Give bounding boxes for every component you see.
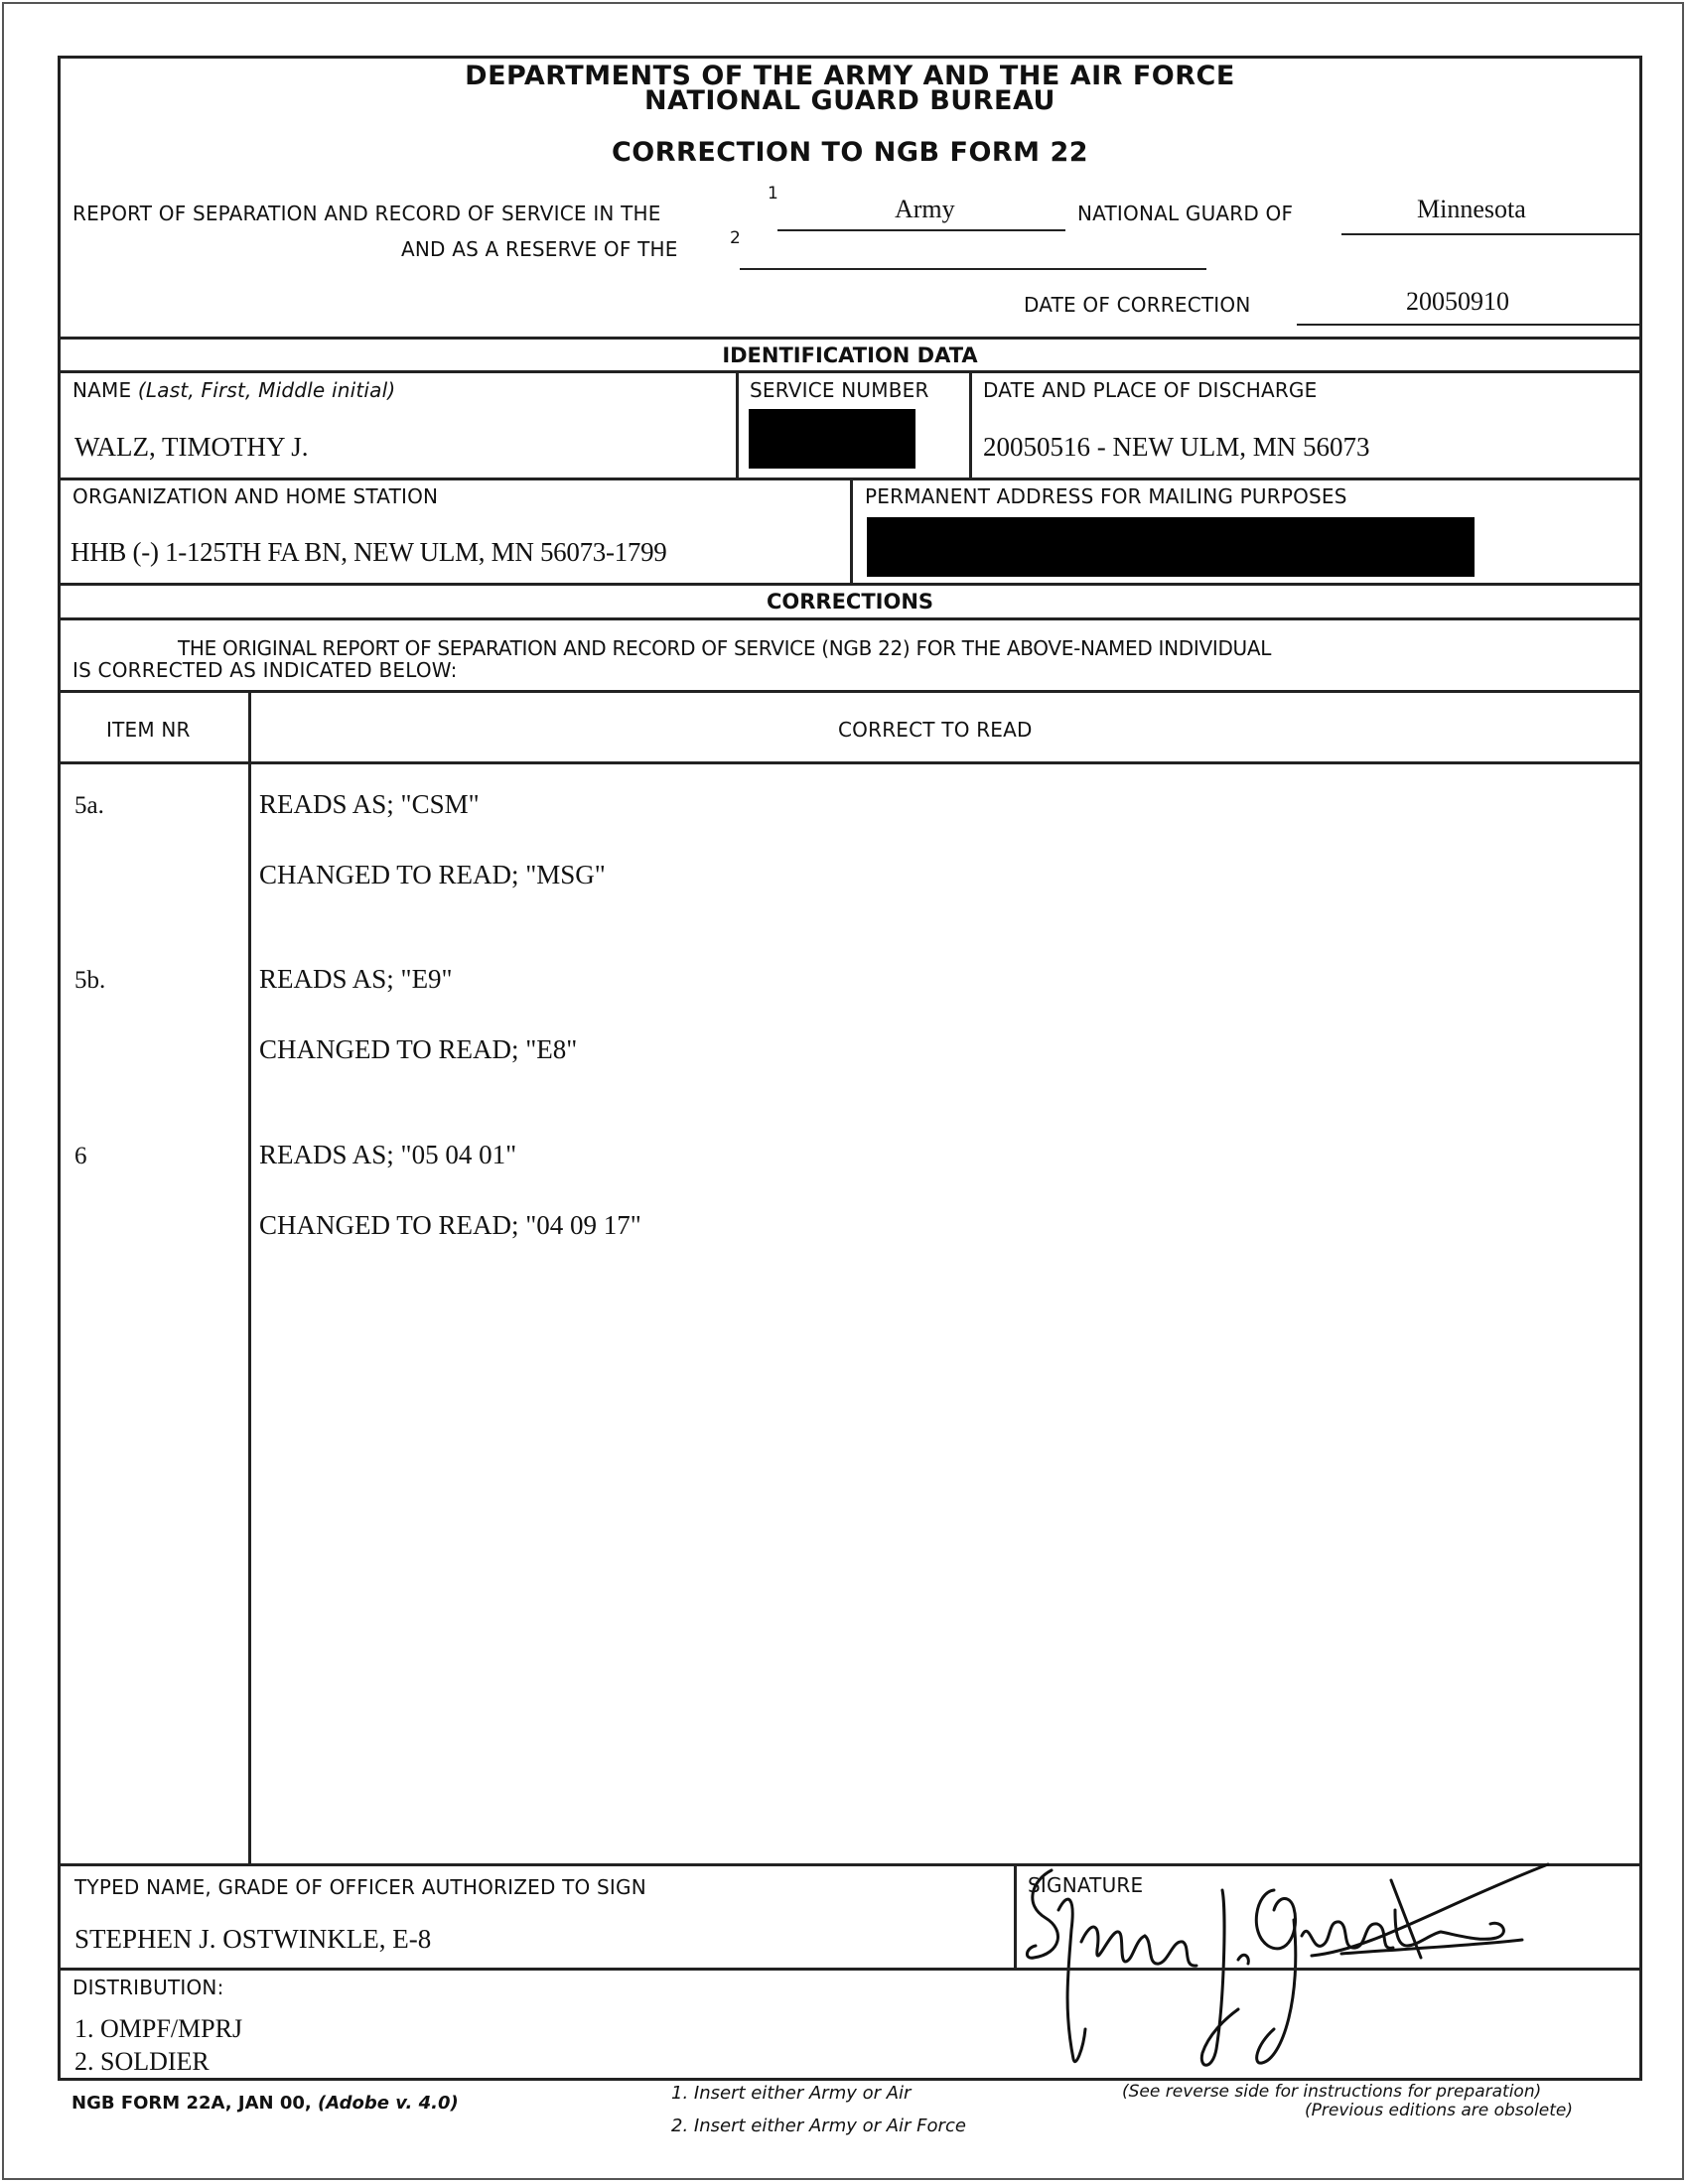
signature-label: SIGNATURE: [1028, 1873, 1144, 1897]
footnote-2-marker: 2: [730, 228, 741, 248]
organization-label: ORGANIZATION AND HOME STATION: [72, 484, 439, 508]
service-number-label: SERVICE NUMBER: [750, 378, 929, 402]
reserve-underline: [740, 268, 1206, 270]
service-label: REPORT OF SEPARATION AND RECORD OF SERVICE IN THE: [72, 202, 661, 225]
entry-item-5b: 5b.: [74, 967, 106, 994]
service-number-redaction: [749, 409, 915, 469]
footnote-1: 1. Insert either Army or Air: [671, 2083, 912, 2104]
national-guard-label: NATIONAL GUARD OF: [1077, 202, 1294, 225]
name-value: WALZ, TIMOTHY J.: [74, 432, 309, 462]
corrections-section-title: CORRECTIONS: [766, 590, 934, 614]
state-underline: [1341, 233, 1639, 235]
date-of-correction-value: 20050910: [1406, 287, 1509, 316]
typed-name-value: STEPHEN J. OSTWINKLE, E-8: [74, 1924, 432, 1954]
rule: [61, 1968, 1639, 1971]
obsolete-note: (Previous editions are obsolete): [1305, 2101, 1574, 2120]
item-nr-column-header: ITEM NR: [106, 718, 191, 742]
form-id: NGB FORM 22A, JAN 00,: [71, 2093, 312, 2114]
rule: [61, 690, 1639, 693]
rule: [969, 370, 972, 478]
address-label: PERMANENT ADDRESS FOR MAILING PURPOSES: [865, 484, 1347, 508]
organization-value: HHB (-) 1-125TH FA BN, NEW ULM, MN 56073-1799: [70, 537, 667, 567]
rule: [736, 370, 739, 478]
identification-section-title: IDENTIFICATION DATA: [722, 343, 978, 367]
footnote-2: 2. Insert either Army or Air Force: [671, 2116, 966, 2136]
date-of-correction-label: DATE OF CORRECTION: [1024, 293, 1251, 317]
distribution-item-1: 1. OMPF/MPRJ: [74, 2014, 243, 2043]
form-version: (Adobe v. 4.0): [318, 2093, 459, 2114]
service-value: Army: [895, 195, 955, 223]
distribution-label: DISTRIBUTION:: [72, 1976, 224, 1999]
corrections-intro-line2: IS CORRECTED AS INDICATED BELOW:: [72, 658, 458, 682]
name-label: [72, 378, 395, 402]
service-underline: [777, 229, 1065, 231]
entry-changed-6: CHANGED TO READ; "04 09 17": [259, 1210, 641, 1240]
entry-reads-6: READS AS; "05 04 01": [259, 1140, 517, 1169]
rule: [850, 478, 853, 583]
ngb-form-22a: [58, 56, 1642, 2081]
reverse-side-note: (See reverse side for instructions for preparation): [1122, 2082, 1542, 2102]
correct-to-read-column-header: CORRECT TO READ: [838, 718, 1033, 742]
rule: [248, 690, 251, 1863]
rule: [61, 761, 1639, 764]
address-redaction: [867, 517, 1475, 577]
entry-reads-5a: READS AS; "CSM": [259, 789, 480, 819]
state-value: Minnesota: [1417, 195, 1526, 223]
entry-changed-5a: CHANGED TO READ; "MSG": [259, 860, 606, 889]
date-underline: [1297, 324, 1640, 326]
entry-changed-5b: CHANGED TO READ; "E8": [259, 1034, 578, 1064]
typed-name-label: TYPED NAME, GRADE OF OFFICER AUTHORIZED TO SIGN: [74, 1875, 646, 1899]
footnote-1-marker: 1: [768, 184, 778, 204]
form-title: CORRECTION TO NGB FORM 22: [611, 137, 1089, 168]
discharge-label: DATE AND PLACE OF DISCHARGE: [983, 378, 1318, 402]
form-identifier: [71, 2093, 459, 2114]
name-label-text: NAME: [72, 378, 138, 402]
rule: [61, 583, 1639, 586]
distribution-item-2: 2. SOLDIER: [74, 2047, 210, 2076]
discharge-value: 20050516 - NEW ULM, MN 56073: [983, 432, 1370, 462]
corrections-intro-line1: THE ORIGINAL REPORT OF SEPARATION AND RECORD OF SERVICE (NGB 22) FOR THE ABOVE-NAMED INDIVIDUAL: [178, 636, 1272, 660]
rule: [61, 337, 1639, 340]
name-label-hint: (Last, First, Middle initial): [137, 378, 396, 402]
entry-reads-5b: READS AS; "E9": [259, 964, 453, 994]
department-title: DEPARTMENTS OF THE ARMY AND THE AIR FORCE: [465, 61, 1235, 91]
rule: [61, 617, 1639, 620]
rule: [61, 370, 1639, 373]
entry-item-5a: 5a.: [74, 792, 104, 819]
officer-signature: [1014, 1850, 1570, 2109]
reserve-label: AND AS A RESERVE OF THE: [401, 237, 678, 261]
entry-item-6: 6: [74, 1143, 87, 1169]
bureau-title: NATIONAL GUARD BUREAU: [644, 85, 1055, 116]
